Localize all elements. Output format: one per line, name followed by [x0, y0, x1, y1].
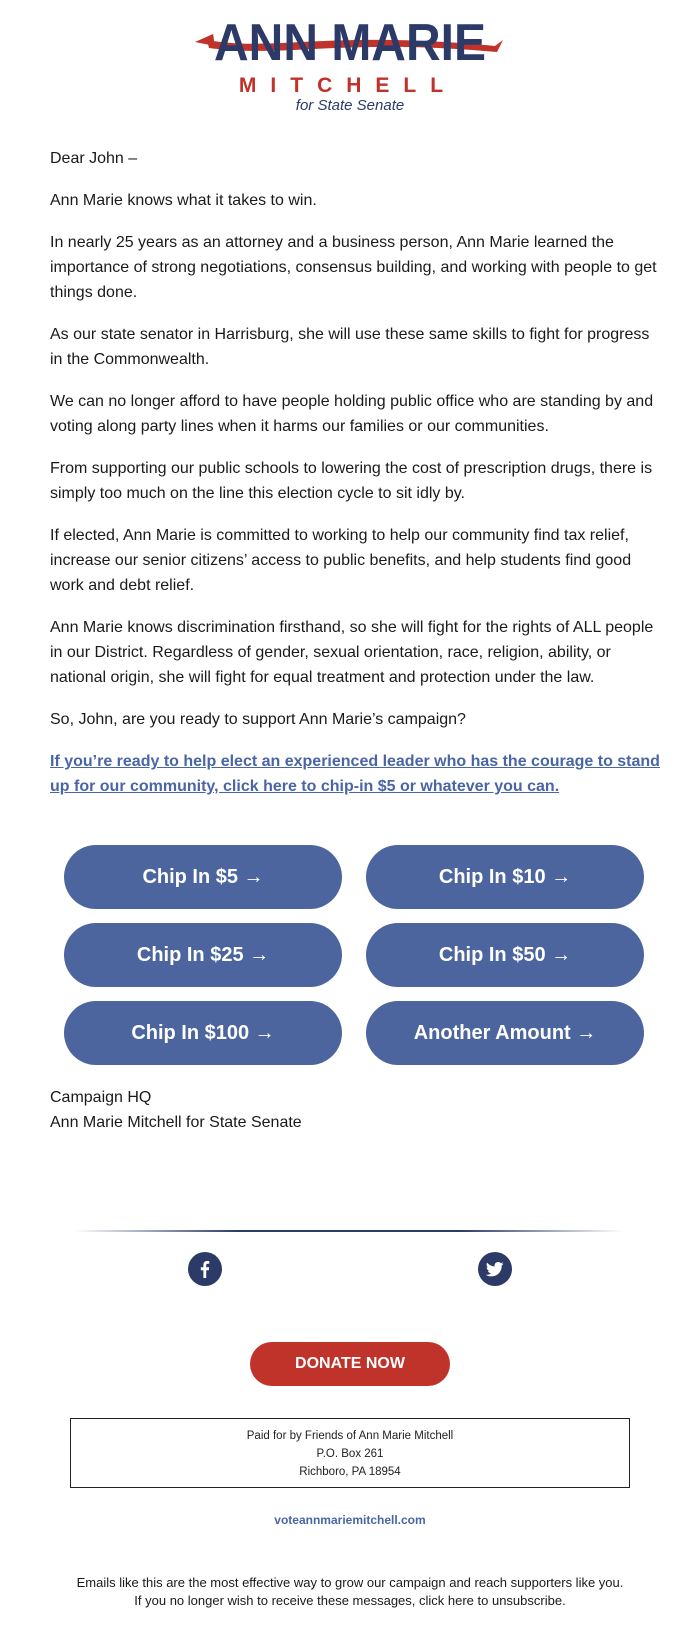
greeting: Dear John – — [50, 150, 138, 167]
website-link[interactable]: voteannmariemitchell.com — [274, 1513, 426, 1527]
donate-now-button[interactable]: DONATE NOW — [250, 1342, 450, 1386]
logo-name-line1: ANN MARIE — [214, 14, 486, 72]
facebook-icon[interactable] — [188, 1252, 222, 1286]
paragraph: In nearly 25 years as an attorney and a business person, Ann Marie learned the importance of strong negotiations, consensus building, and working with people to get things done. — [50, 234, 657, 301]
paragraph: Ann Marie knows what it takes to win. — [50, 192, 317, 209]
paragraph: From supporting our public schools to lowering the cost of prescription drugs, there is simply too much on the line this election cycle to sit idly by. — [50, 460, 653, 502]
signoff-line: Ann Marie Mitchell for State Senate — [50, 1114, 302, 1131]
signoff — [50, 1085, 650, 1135]
chip-in-100-button[interactable]: Chip In $100 → — [64, 1001, 342, 1065]
paragraph: Ann Marie knows discrimination firsthand, so she will fight for the rights of ALL people in our District. Regardless of gender, sexual orientation, race, religion, ability, or national origin, she will fight for equal treatment and protection under the law. — [50, 619, 654, 686]
paragraph: We can no longer afford to have people holding public office who are standing by and voting along party lines when it harms our families or our communities. — [50, 393, 654, 435]
twitter-icon[interactable] — [478, 1252, 512, 1286]
donation-button-grid — [64, 845, 644, 1065]
chip-in-link[interactable]: If you’re ready to help elect an experienced leader who has the courage to stand up for our community, click here to chip-in $5 or whatever you can. — [50, 753, 660, 795]
disclaimer-line: P.O. Box 261 — [316, 1448, 384, 1460]
campaign-logo-header — [0, 0, 700, 120]
logo-name-line2: MITCHELL — [238, 74, 458, 97]
footer-line: Emails like this are the most effective way to grow our campaign and reach supporters like you. — [76, 1575, 624, 1590]
chip-in-50-button[interactable]: Chip In $50 → — [366, 923, 644, 987]
chip-in-10-button[interactable]: Chip In $10 → — [366, 845, 644, 909]
letter-body — [50, 146, 660, 799]
disclaimer-line: Paid for by Friends of Ann Marie Mitchell — [246, 1430, 454, 1442]
unsubscribe-link[interactable]: If you no longer wish to receive these messages, click here to unsubscribe. — [134, 1593, 566, 1608]
campaign-logo — [195, 12, 505, 98]
another-amount-button[interactable]: Another Amount → — [366, 1001, 644, 1065]
email-footer — [0, 1574, 700, 1610]
chip-in-5-button[interactable]: Chip In $5 → — [64, 845, 342, 909]
disclaimer-line: Richboro, PA 18954 — [299, 1466, 401, 1478]
paragraph: As our state senator in Harrisburg, she will use these same skills to fight for progress in the Commonwealth. — [50, 326, 650, 368]
chip-in-25-button[interactable]: Chip In $25 → — [64, 923, 342, 987]
paragraph: If elected, Ann Marie is committed to working to help our community find tax relief, increase our senior citizens’ access to public benefits, and help students find good work and debt relief. — [50, 527, 632, 594]
footer-divider — [74, 1230, 624, 1232]
logo-subtitle: for State Senate — [295, 97, 405, 114]
signoff-line: Campaign HQ — [50, 1089, 152, 1106]
paragraph: So, John, are you ready to support Ann Marie’s campaign? — [50, 711, 466, 728]
paid-for-disclaimer — [70, 1418, 630, 1488]
